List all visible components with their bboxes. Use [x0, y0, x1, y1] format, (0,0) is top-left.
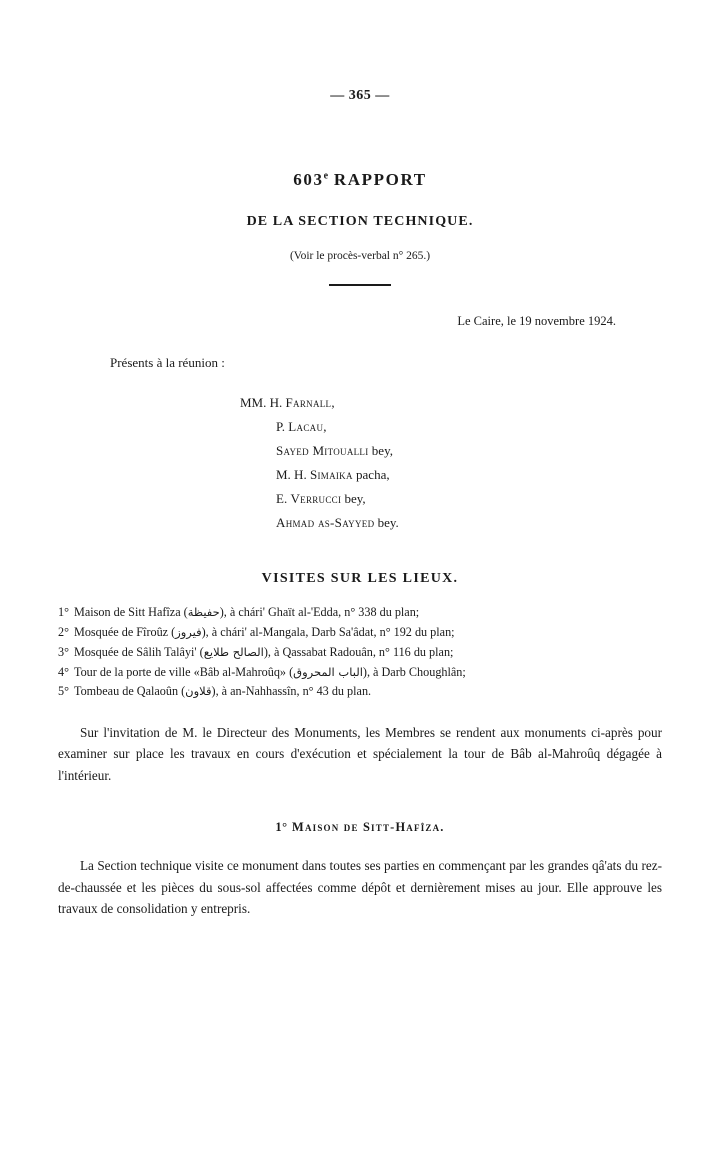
item-text-after: ), à chári' al-Mangala, Darb Sa'âdat, n° 192 du plan; [201, 625, 455, 640]
item-number: 4° [58, 664, 69, 679]
item-arabic: قلاون [185, 684, 212, 699]
list-item [240, 487, 720, 511]
visits-heading: VISITES SUR LES LIEUX. [261, 571, 459, 587]
item-arabic: الصالح طلايع [203, 644, 264, 659]
report-number-suffix: e [323, 170, 329, 182]
item-number: 2° [58, 625, 69, 640]
list-item [240, 439, 720, 463]
member-suffix: , [323, 419, 327, 435]
report-subtitle: DE LA SECTION TECHNIQUE. [246, 214, 474, 229]
list-item [240, 463, 720, 487]
attendance-list [0, 391, 720, 535]
item-text-before: Tour de la porte de ville «Bâb al-Mahroûq» ( [74, 664, 294, 679]
report-number: 603 [293, 170, 324, 189]
page-number: — 365 — [330, 88, 390, 103]
item-text-after: ), à an-Nahhassîn, n° 43 du plan. [211, 684, 372, 699]
intro-paragraph: Sur l'invitation de M. le Directeur des Monuments, les Membres se rendent aux monuments ci-après pour examiner sur place les travaux en cours d'exécution et spécialement la tour de Bâb al-Mahroûq dégagée à l'intérieur. [58, 725, 662, 783]
dateline: Le Caire, le 19 novembre 1924. [457, 314, 616, 328]
item-text-after: ), à Qassabat Radouân, n° 116 du plan; [263, 644, 454, 659]
section-heading [0, 820, 720, 835]
member-prefix: MM. H. [240, 395, 286, 410]
member-prefix: M. H. [276, 467, 310, 483]
list-item [240, 415, 720, 439]
member-prefix: E. [276, 491, 291, 507]
section-title: Maison de Sitt-Hafîza. [292, 820, 445, 835]
item-text-after: ), à Darb Choughlân; [362, 664, 466, 679]
member-name: Ahmad as-Sayyed [276, 515, 375, 531]
list-item [240, 511, 720, 535]
member-suffix: bey. [374, 515, 399, 531]
list-item [58, 643, 694, 663]
list-item [58, 623, 694, 643]
document-page [0, 88, 720, 1170]
member-name: Farnall [285, 395, 332, 410]
member-prefix: P. [276, 419, 289, 435]
member-name: Simaika [309, 467, 353, 483]
item-text-before: Mosquée de Fîroûz ( [74, 625, 176, 640]
list-item [58, 682, 694, 702]
visits-list [0, 603, 720, 702]
list-item [58, 603, 694, 623]
member-name: Verrucci [290, 491, 342, 507]
horizontal-divider [329, 284, 391, 286]
member-name: Lacau [288, 419, 324, 435]
member-suffix: pacha, [352, 467, 390, 483]
member-suffix: bey, [368, 443, 393, 459]
item-text-after: ), à chári' Ghaït al-'Edda, n° 338 du plan; [219, 605, 420, 620]
report-note: (Voir le procès-verbal n° 265.) [289, 250, 431, 262]
list-item [58, 663, 694, 683]
item-arabic: الباب المحروق [293, 664, 363, 679]
item-text-before: Tombeau de Qalaoûn ( [74, 684, 186, 699]
item-number: 1° [58, 605, 69, 620]
section-1-paragraph: La Section technique visite ce monument dans toutes ses parties en commençant par les grandes qâ'ats du rez-de-chaussée et les pièces du sous-sol affectées comme dépôt et dernièrement mises au jour. Elle approuve les travaux de consolidation y entrepris. [58, 858, 662, 916]
item-arabic: حفيظة [187, 605, 220, 620]
report-title-word: RAPPORT [333, 170, 427, 189]
item-number: 5° [58, 684, 69, 699]
item-text-before: Maison de Sitt Hafîza ( [74, 605, 188, 620]
section-number: 1° [275, 820, 288, 835]
item-text-before: Mosquée de Sâlih Talâyi' ( [74, 644, 204, 659]
item-arabic: فيروز [175, 625, 202, 640]
item-number: 3° [58, 644, 69, 659]
member-suffix: , [331, 395, 335, 410]
member-name: Sayed Mitoualli [276, 443, 369, 459]
report-title [0, 170, 720, 190]
attendance-heading: Présents à la réunion : [110, 355, 225, 370]
member-suffix: bey, [341, 491, 366, 507]
list-item [240, 391, 720, 415]
